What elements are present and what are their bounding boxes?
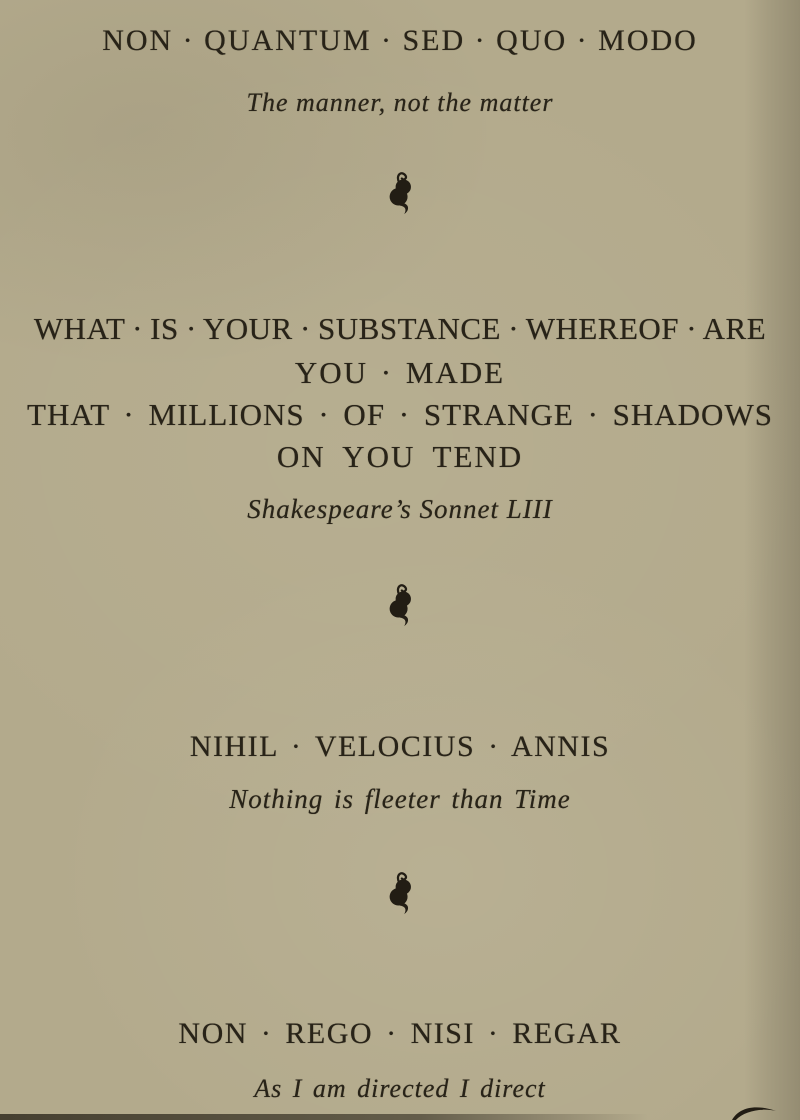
- sonnet-line-2: YOU · MADE: [294, 355, 506, 390]
- motto3-latin-text: NON · REGO · NISI · REGAR: [178, 1017, 622, 1050]
- page-bottom-edge-shadow: [0, 1114, 648, 1120]
- sonnet-line-1: WHAT · IS · YOUR · SUBSTANCE · WHEREOF · ARE: [33, 311, 767, 346]
- fleuron-ornament-icon: [0, 584, 800, 627]
- sonnet-attribution-text: Shakespeare’s Sonnet LIII: [247, 494, 553, 524]
- fleuron-ornament-icon: [0, 872, 800, 915]
- motto1-latin-text: NON · QUANTUM · SED · QUO · MODO: [102, 24, 698, 57]
- sonnet-line-3: THAT · MILLIONS · OF · STRANGE · SHADOWS: [27, 397, 773, 432]
- motto2-translation-text: Nothing is fleeter than Time: [229, 784, 571, 814]
- sonnet-line-4: ON YOU TEND: [276, 439, 524, 474]
- motto2-latin-text: NIHIL · VELOCIUS · ANNIS: [189, 730, 611, 763]
- motto1-translation-text: The manner, not the matter: [246, 88, 554, 117]
- cutoff-ornament-mark: [731, 1103, 777, 1120]
- fleuron-ornament-icon: [0, 172, 800, 215]
- motto3-translation-text: As I am directed I direct: [254, 1074, 546, 1103]
